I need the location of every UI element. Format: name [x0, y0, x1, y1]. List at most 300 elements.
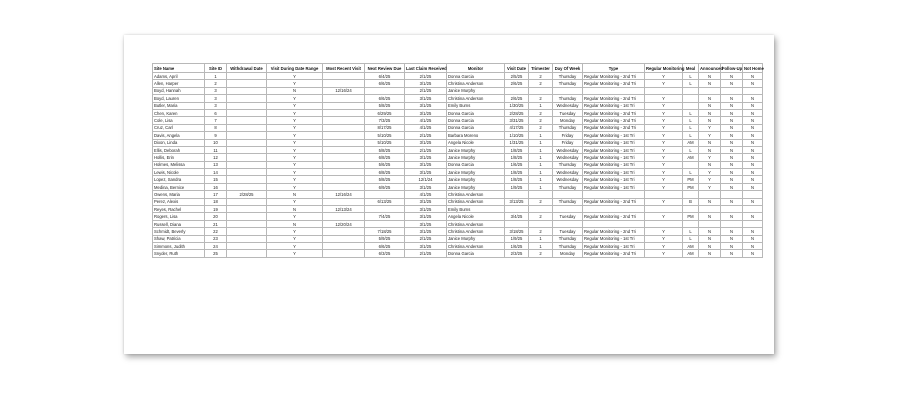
table-cell: Y [267, 169, 323, 176]
table-row [153, 87, 763, 94]
table-cell [699, 220, 721, 227]
table-cell: Regular Monitoring - 2nd Tri [583, 228, 645, 235]
table-cell: N [743, 102, 763, 109]
table-cell [323, 154, 365, 161]
table-cell: N [721, 102, 743, 109]
table-cell: 1/6/25 [505, 242, 529, 249]
table-cell: Angela Nicole [447, 139, 505, 146]
table-cell: Y [645, 228, 683, 235]
table-row [153, 146, 763, 153]
table-cell: N [699, 235, 721, 242]
table-cell: Russell, Diana [153, 220, 205, 227]
table-cell: 18 [205, 198, 227, 205]
table-cell [553, 87, 583, 94]
table-cell: Regular Monitoring - 2nd Tri [583, 73, 645, 80]
table-cell [227, 161, 267, 168]
table-cell: 1/6/25 [505, 161, 529, 168]
table-cell: 5/10/25 [365, 132, 405, 139]
table-cell: Wednesday [553, 146, 583, 153]
table-cell: 8/17/25 [365, 124, 405, 131]
table-cell [505, 191, 529, 198]
table-cell: Christina Anderson [447, 198, 505, 205]
table-cell: Thursday [553, 235, 583, 242]
table-cell: Christina Anderson [447, 95, 505, 102]
table-cell: 13 [205, 161, 227, 168]
table-cell: 12/13/24 [323, 206, 365, 213]
table-cell: Christina Anderson [447, 80, 505, 87]
table-cell [645, 206, 683, 213]
table-cell: 23 [205, 235, 227, 242]
table-cell: 1 [529, 139, 553, 146]
table-cell [683, 206, 699, 213]
table-cell: 2/3/25 [505, 250, 529, 257]
table-cell: 1 [529, 161, 553, 168]
table-cell: 3/1/25 [405, 183, 447, 190]
table-cell: L [683, 109, 699, 116]
table-row [153, 80, 763, 87]
table-cell: N [721, 242, 743, 249]
table-cell: 2/28/25 [227, 191, 267, 198]
table-cell: N [743, 169, 763, 176]
table-cell: N [743, 154, 763, 161]
table-cell [323, 73, 365, 80]
table-cell: Y [645, 183, 683, 190]
table-cell: N [699, 109, 721, 116]
table-cell [553, 206, 583, 213]
table-cell: 10 [205, 139, 227, 146]
table-cell: 3/1/25 [405, 228, 447, 235]
table-cell [683, 95, 699, 102]
table-cell: Y [645, 250, 683, 257]
table-cell: Thursday [553, 198, 583, 205]
table-cell [743, 87, 763, 94]
table-cell: Wednesday [553, 176, 583, 183]
table-cell: Owens, Maria [153, 191, 205, 198]
table-cell [323, 228, 365, 235]
table-cell: Regular Monitoring - 2nd Tri [583, 124, 645, 131]
table-cell: 2/1/25 [405, 146, 447, 153]
table-cell [323, 124, 365, 131]
table-cell: N [721, 139, 743, 146]
table-cell: L [683, 117, 699, 124]
table-cell [683, 102, 699, 109]
table-cell: N [721, 146, 743, 153]
table-cell: Thursday [553, 95, 583, 102]
table-cell: Simmons, Judith [153, 242, 205, 249]
table-cell: Regular Monitoring - 2nd Tri [583, 198, 645, 205]
table-cell: 20 [205, 213, 227, 220]
table-cell: Donna Garcia [447, 124, 505, 131]
column-header: Site ID [205, 64, 227, 73]
table-cell: 2/5/25 [505, 73, 529, 80]
table-cell: 1/8/25 [505, 146, 529, 153]
table-cell: 3/1/25 [405, 198, 447, 205]
table-cell: N [699, 161, 721, 168]
table-row [153, 102, 763, 109]
table-cell [365, 206, 405, 213]
table-cell: PM [683, 176, 699, 183]
table-cell [323, 95, 365, 102]
table-cell [683, 87, 699, 94]
table-cell: Y [645, 102, 683, 109]
column-header: Day Of Week [553, 64, 583, 73]
table-cell: Y [267, 102, 323, 109]
table-cell: 6/8/25 [365, 154, 405, 161]
table-cell [227, 206, 267, 213]
table-cell: Wednesday [553, 154, 583, 161]
table-cell: 12/1/24 [405, 176, 447, 183]
table-cell [323, 183, 365, 190]
table-cell: 1 [529, 132, 553, 139]
table-cell [699, 206, 721, 213]
table-cell: N [699, 73, 721, 80]
table-cell [365, 191, 405, 198]
table-cell [699, 87, 721, 94]
table-cell: N [721, 235, 743, 242]
table-cell: Y [645, 95, 683, 102]
table-cell: N [699, 198, 721, 205]
table-cell: N [743, 73, 763, 80]
table-cell: Tuesday [553, 213, 583, 220]
table-cell: Regular Monitoring - 1st Tri [583, 139, 645, 146]
table-cell: 3/1/25 [405, 154, 447, 161]
table-cell: Emily Burns [447, 102, 505, 109]
table-cell: Lopez, Sandra [153, 176, 205, 183]
table-cell: Emily Burns [447, 206, 505, 213]
table-cell: Thursday [553, 124, 583, 131]
table-cell [227, 235, 267, 242]
table-cell: Hollis, Erin [153, 154, 205, 161]
table-cell: 11 [205, 146, 227, 153]
table-cell: 2 [529, 124, 553, 131]
column-header: Follow-Up [722, 65, 743, 71]
table-cell: 2 [529, 117, 553, 124]
table-cell: Regular Monitoring - 1st Tri [583, 132, 645, 139]
table-cell [553, 220, 583, 227]
table-cell: Thursday [553, 73, 583, 80]
table-cell: Regular Monitoring - 2nd Tri [583, 109, 645, 116]
table-cell: Y [645, 80, 683, 87]
table-cell: Wednesday [553, 169, 583, 176]
table-cell: 6/6/25 [365, 242, 405, 249]
table-cell [323, 132, 365, 139]
table-cell [323, 161, 365, 168]
table-cell: 1/9/25 [505, 183, 529, 190]
table-cell: L [683, 146, 699, 153]
table-cell: L [683, 228, 699, 235]
table-cell: Boyd, Hannah [153, 87, 205, 94]
table-cell: 5/8/25 [365, 102, 405, 109]
table-cell: 3/1/25 [405, 213, 447, 220]
table-cell: 7/3/25 [365, 117, 405, 124]
roster-table [152, 63, 763, 258]
table-row [153, 169, 763, 176]
table-cell: Regular Monitoring - 1st Tri [583, 242, 645, 249]
table-cell: 12/16/24 [323, 87, 365, 94]
table-cell: B [683, 198, 699, 205]
table-row [153, 139, 763, 146]
table-cell: N [699, 242, 721, 249]
table-cell [743, 220, 763, 227]
table-cell: 4/1/25 [405, 191, 447, 198]
table-cell: Y [699, 124, 721, 131]
table-cell [529, 220, 553, 227]
table-cell: Y [267, 228, 323, 235]
table-cell: 17 [205, 191, 227, 198]
table-cell: Friday [553, 139, 583, 146]
table-cell: Monday [553, 250, 583, 257]
table-cell: Y [267, 183, 323, 190]
table-cell: 24 [205, 242, 227, 249]
table-cell: Thursday [553, 80, 583, 87]
table-cell [743, 206, 763, 213]
table-cell [743, 191, 763, 198]
table-cell [323, 198, 365, 205]
table-cell: 3/18/25 [505, 228, 529, 235]
table-cell: Y [267, 146, 323, 153]
table-cell [683, 161, 699, 168]
table-cell [323, 169, 365, 176]
table-cell: 3/1/25 [405, 161, 447, 168]
table-cell: Regular Monitoring - 1st Tri [583, 154, 645, 161]
table-cell: Medina, Bernice [153, 183, 205, 190]
table-cell: Y [645, 132, 683, 139]
table-cell: Y [699, 169, 721, 176]
table-cell: N [721, 169, 743, 176]
table-cell: Y [267, 80, 323, 87]
table-cell: Y [267, 235, 323, 242]
column-header: Monitor [447, 64, 505, 73]
table-cell: 3/4/25 [505, 213, 529, 220]
table-cell: 4/1/25 [405, 117, 447, 124]
table-cell: 2 [529, 95, 553, 102]
table-cell [227, 102, 267, 109]
table-cell [365, 220, 405, 227]
table-cell: Cole, Lisa [153, 117, 205, 124]
table-cell: 6/4/25 [365, 73, 405, 80]
table-cell: Donna Garcia [447, 250, 505, 257]
table-cell [529, 191, 553, 198]
table-cell: Boyd, Lauren [153, 95, 205, 102]
table-cell: N [699, 117, 721, 124]
table-cell [227, 220, 267, 227]
table-cell [227, 228, 267, 235]
table-cell: 2/1/25 [405, 250, 447, 257]
table-cell: Regular Monitoring - 1st Tri [583, 146, 645, 153]
table-cell: 6/6/25 [365, 80, 405, 87]
table-row [153, 117, 763, 124]
table-cell: Y [699, 132, 721, 139]
table-cell [227, 124, 267, 131]
table-cell: L [683, 80, 699, 87]
table-cell [227, 117, 267, 124]
table-cell: 3/1/25 [405, 169, 447, 176]
table-cell: 12/20/24 [323, 220, 365, 227]
table-cell: Y [645, 146, 683, 153]
table-cell: 3/1/25 [405, 102, 447, 109]
table-cell: Regular Monitoring - 1st Tri [583, 235, 645, 242]
table-cell: 9 [205, 132, 227, 139]
table-cell: 1 [529, 146, 553, 153]
table-cell [721, 220, 743, 227]
table-cell [505, 87, 529, 94]
table-cell: 3/1/25 [405, 80, 447, 87]
table-cell [505, 220, 529, 227]
column-header: Visit Date [505, 64, 529, 73]
table-cell [227, 250, 267, 257]
table-cell: Janice Murphy [447, 183, 505, 190]
table-cell: AM [683, 250, 699, 257]
table-cell: Friday [553, 132, 583, 139]
table-cell: 1 [529, 154, 553, 161]
table-cell: Monday [553, 117, 583, 124]
table-cell: 1/30/25 [505, 102, 529, 109]
table-cell: Y [267, 132, 323, 139]
table-cell: 2 [529, 109, 553, 116]
table-cell [699, 191, 721, 198]
table-cell: N [721, 250, 743, 257]
table-cell: Wednesday [553, 102, 583, 109]
table-cell: N [743, 161, 763, 168]
table-cell: Y [645, 242, 683, 249]
table-cell: N [721, 117, 743, 124]
table-cell: 5/8/25 [365, 176, 405, 183]
table-cell: AM [683, 242, 699, 249]
table-cell: 2/1/25 [405, 132, 447, 139]
table-cell: N [699, 80, 721, 87]
table-cell: N [743, 242, 763, 249]
table-cell: 7 [205, 117, 227, 124]
table-cell [227, 198, 267, 205]
table-cell: Y [645, 117, 683, 124]
table-cell: 2 [529, 198, 553, 205]
table-cell: Donna Garcia [447, 117, 505, 124]
table-row [153, 132, 763, 139]
table-cell: Regular Monitoring - 2nd Tri [583, 213, 645, 220]
table-cell [323, 109, 365, 116]
table-cell: Y [645, 124, 683, 131]
table-cell [583, 191, 645, 198]
table-cell: N [743, 117, 763, 124]
document-page [124, 35, 774, 354]
table-cell: N [267, 191, 323, 198]
table-cell [645, 220, 683, 227]
table-cell [227, 176, 267, 183]
table-cell: N [721, 80, 743, 87]
table-cell: N [743, 139, 763, 146]
table-cell: 1/31/25 [505, 139, 529, 146]
table-cell: N [743, 235, 763, 242]
table-cell: Janice Murphy [447, 235, 505, 242]
table-cell: 7/4/25 [365, 213, 405, 220]
table-cell: 15 [205, 176, 227, 183]
table-cell: 12/16/24 [323, 191, 365, 198]
table-cell: N [743, 213, 763, 220]
table-cell [323, 146, 365, 153]
table-cell: AM [683, 154, 699, 161]
table-cell: 1 [529, 242, 553, 249]
table-cell: 22 [205, 228, 227, 235]
table-cell [227, 146, 267, 153]
table-cell: 2 [529, 80, 553, 87]
table-row [153, 228, 763, 235]
table-cell: Regular Monitoring - 1st Tri [583, 169, 645, 176]
table-cell: N [721, 124, 743, 131]
table-cell: 2 [529, 250, 553, 257]
table-cell: Y [645, 169, 683, 176]
table-cell: N [743, 176, 763, 183]
table-cell: Tuesday [553, 228, 583, 235]
table-cell: N [721, 109, 743, 116]
column-header: Most Recent Visit [323, 64, 365, 73]
table-cell: Schmidt, Beverly [153, 228, 205, 235]
table-cell: 14 [205, 169, 227, 176]
table-cell [645, 191, 683, 198]
table-cell: Donna Garcia [447, 73, 505, 80]
table-cell: Angela Nicole [447, 213, 505, 220]
table-cell: N [721, 176, 743, 183]
table-cell [227, 183, 267, 190]
table-cell: N [743, 250, 763, 257]
column-header: Visit During Date Range [267, 64, 323, 73]
table-cell: L [683, 73, 699, 80]
table-cell: Y [267, 198, 323, 205]
table-cell: Y [699, 154, 721, 161]
table-cell: Dixon, Linda [153, 139, 205, 146]
table-cell: N [721, 228, 743, 235]
table-cell: 3 [205, 87, 227, 94]
table-row [153, 206, 763, 213]
table-row [153, 183, 763, 190]
table-cell: Janice Murphy [447, 146, 505, 153]
table-cell: Regular Monitoring - 1st Tri [583, 102, 645, 109]
table-body [153, 73, 763, 258]
table-cell: 3/1/25 [405, 95, 447, 102]
table-cell: Regular Monitoring - 1st Tri [583, 176, 645, 183]
table-cell [227, 242, 267, 249]
table-cell [323, 139, 365, 146]
table-cell: Regular Monitoring - 2nd Tri [583, 80, 645, 87]
table-cell: 1/10/25 [505, 132, 529, 139]
table-cell [683, 191, 699, 198]
table-cell: 2/28/25 [505, 109, 529, 116]
table-cell: N [721, 198, 743, 205]
table-cell [227, 139, 267, 146]
table-cell: Thursday [553, 161, 583, 168]
table-cell: Christina Anderson [447, 228, 505, 235]
table-cell: Janice Murphy [447, 176, 505, 183]
table-cell: 2 [529, 228, 553, 235]
table-cell: Christina Anderson [447, 191, 505, 198]
table-row [153, 220, 763, 227]
column-header: Meal [683, 64, 699, 73]
table-cell: N [721, 95, 743, 102]
table-cell: 25 [205, 250, 227, 257]
table-cell [721, 191, 743, 198]
table-row [153, 109, 763, 116]
table-cell [323, 176, 365, 183]
table-cell: L [683, 169, 699, 176]
table-cell: 1/8/25 [505, 154, 529, 161]
table-row [153, 95, 763, 102]
table-cell: 2/6/25 [505, 80, 529, 87]
table-cell: 2/1/25 [405, 235, 447, 242]
table-row [153, 73, 763, 80]
table-cell: N [743, 183, 763, 190]
table-cell: 1/8/25 [505, 176, 529, 183]
table-cell: N [699, 102, 721, 109]
table-cell: 1/9/25 [505, 235, 529, 242]
